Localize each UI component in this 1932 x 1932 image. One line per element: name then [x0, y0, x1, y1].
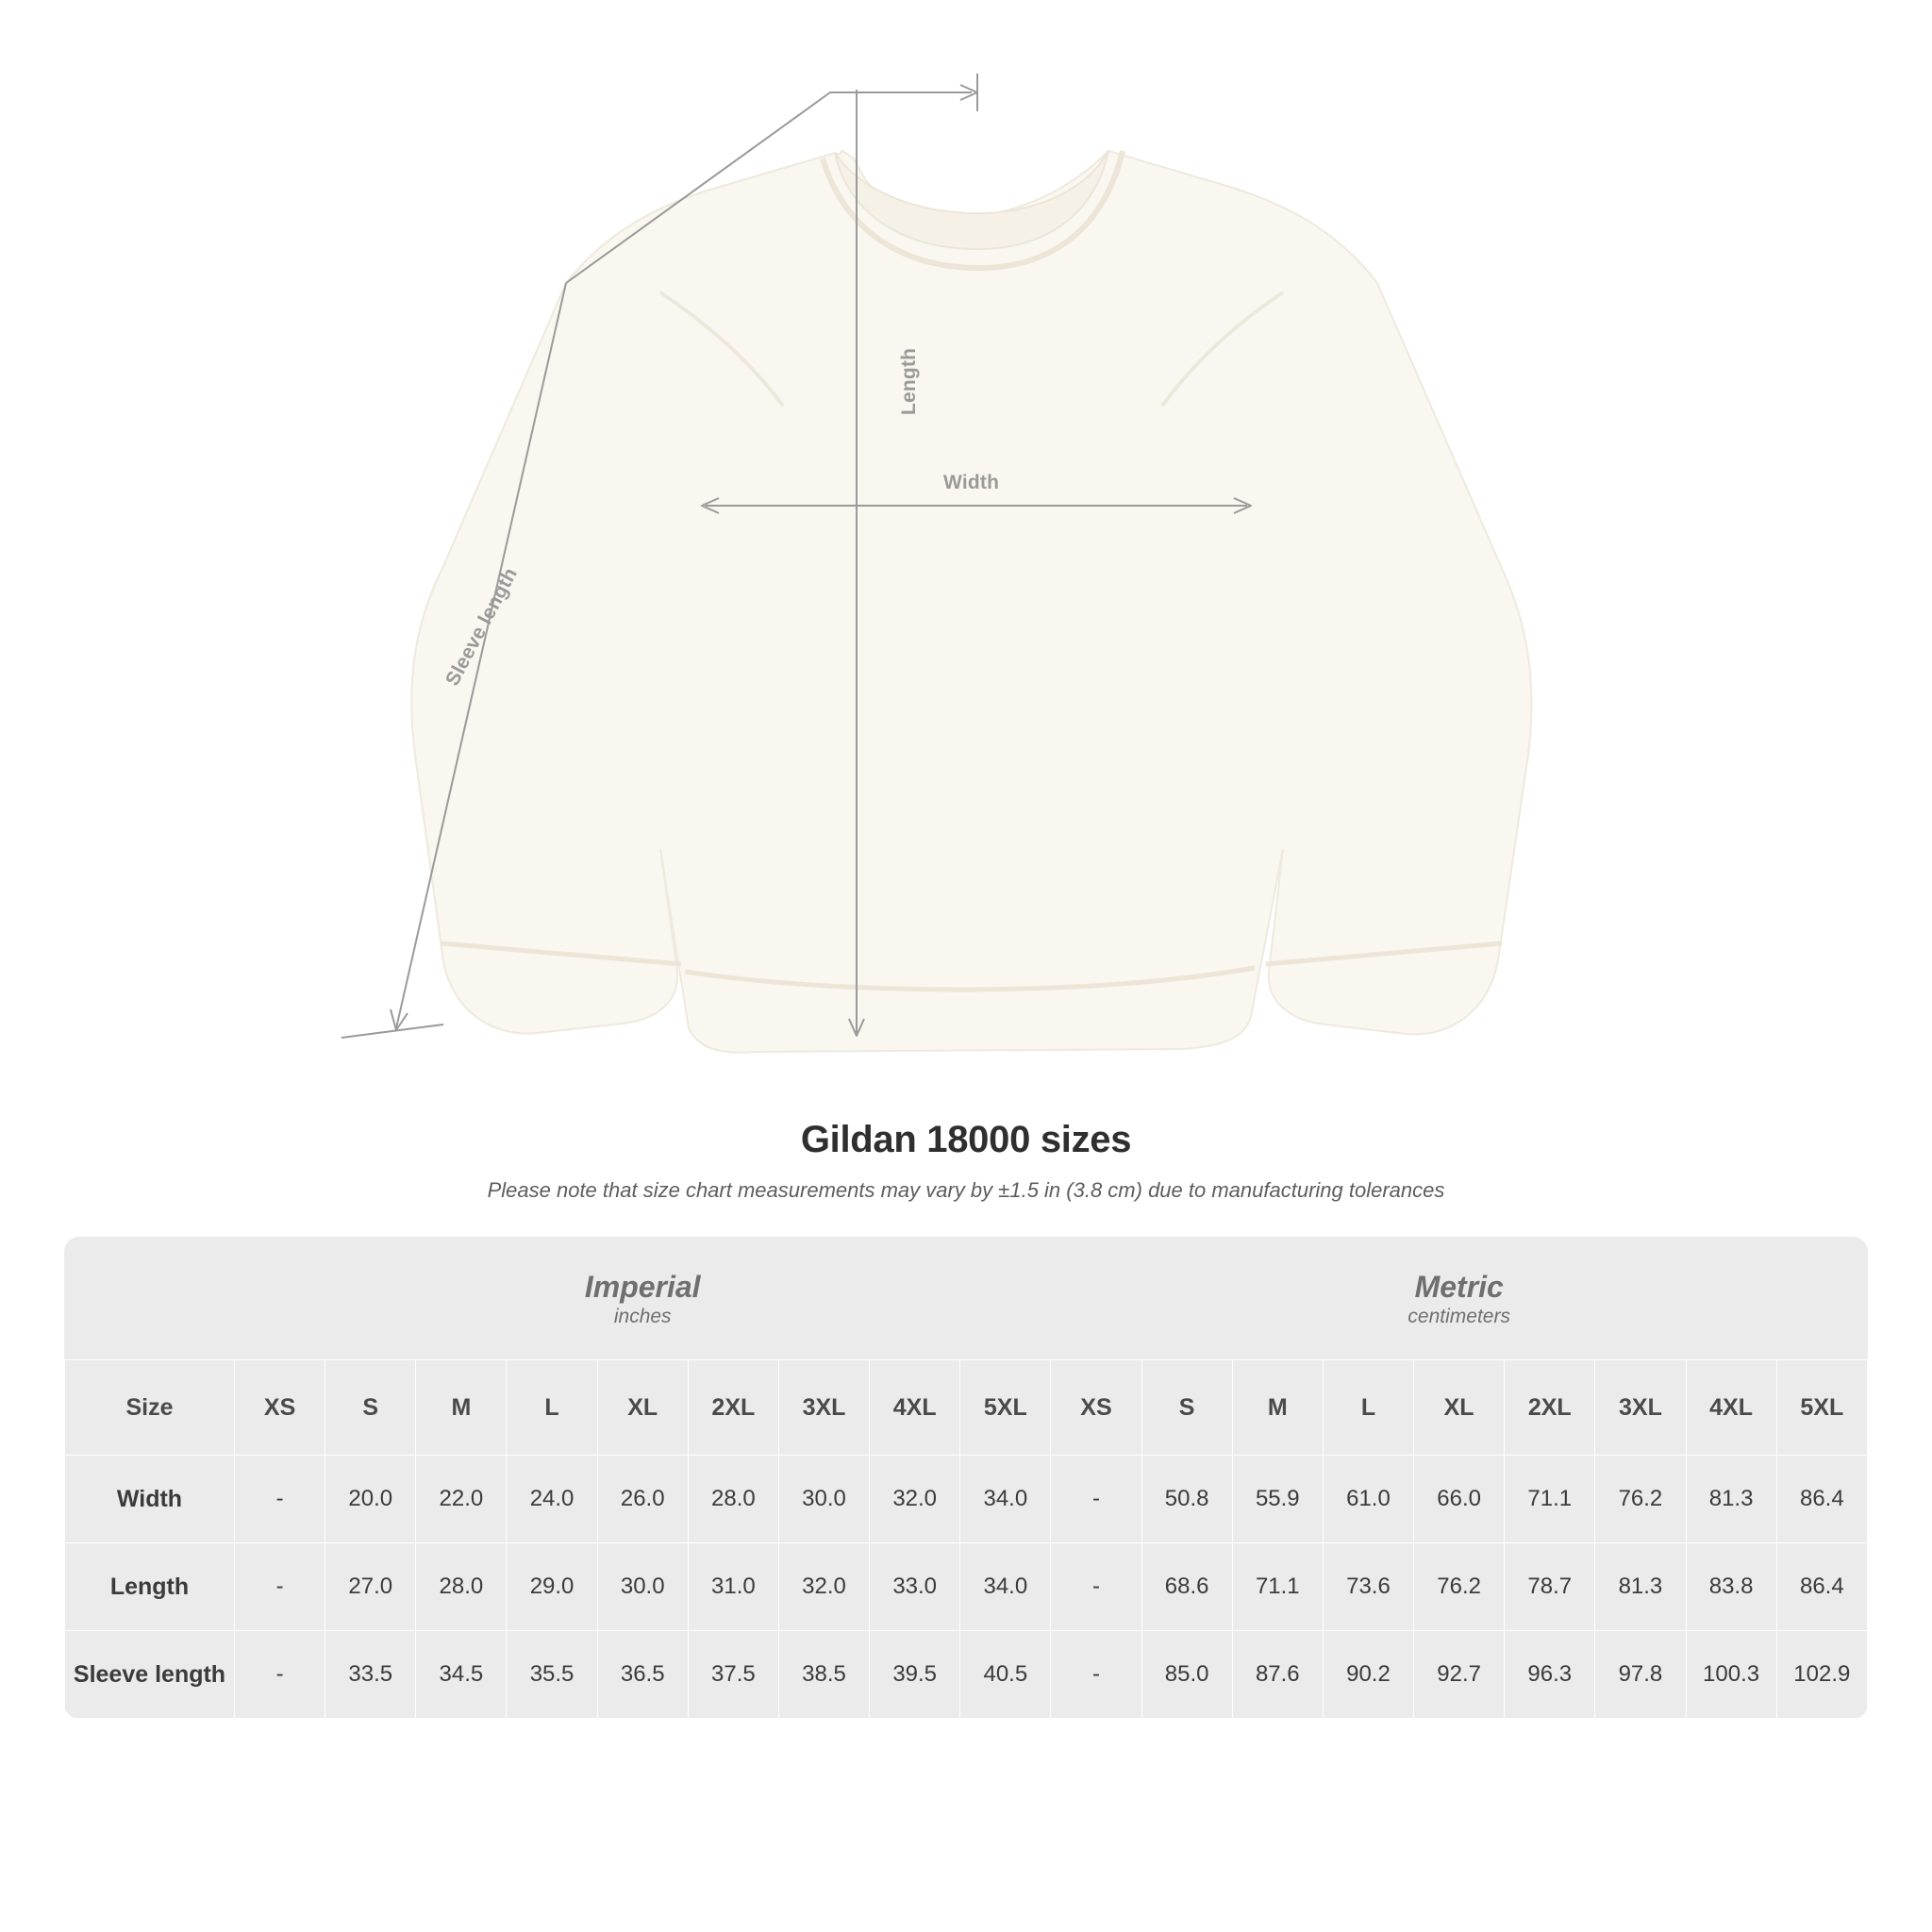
table-cell: 20.0	[325, 1456, 416, 1543]
table-cell: 83.8	[1686, 1543, 1776, 1631]
table-cell: 34.0	[960, 1543, 1051, 1631]
column-header: M	[1232, 1360, 1323, 1456]
size-table	[64, 1237, 1868, 1719]
table-cell: 38.5	[778, 1631, 869, 1719]
table-cell: 71.1	[1505, 1456, 1595, 1543]
table-cell: 96.3	[1505, 1631, 1595, 1719]
table-cell: 35.5	[507, 1631, 597, 1719]
table-cell: 71.1	[1232, 1543, 1323, 1631]
column-header: S	[1141, 1360, 1232, 1456]
table-cell: -	[1051, 1456, 1141, 1543]
table-cell: 28.0	[688, 1456, 778, 1543]
table-cell: -	[1051, 1543, 1141, 1631]
table-cell: 86.4	[1776, 1456, 1867, 1543]
table-cell: 76.2	[1414, 1543, 1505, 1631]
unit-header-spacer	[65, 1237, 235, 1360]
table-cell: -	[235, 1456, 325, 1543]
unit-name: Imperial	[584, 1270, 701, 1304]
table-cell: 55.9	[1232, 1456, 1323, 1543]
table-cell: 66.0	[1414, 1456, 1505, 1543]
table-cell: 29.0	[507, 1543, 597, 1631]
table-cell: 100.3	[1686, 1631, 1776, 1719]
column-header: XS	[1051, 1360, 1141, 1456]
table-cell: 68.6	[1141, 1543, 1232, 1631]
table-cell: 34.0	[960, 1456, 1051, 1543]
table-cell: 33.5	[325, 1631, 416, 1719]
column-header: XL	[1414, 1360, 1505, 1456]
table-cell: 26.0	[597, 1456, 688, 1543]
table-cell: 33.0	[870, 1543, 960, 1631]
table-cell: 61.0	[1323, 1456, 1413, 1543]
table-row	[65, 1631, 1868, 1719]
column-header: 4XL	[870, 1360, 960, 1456]
column-header: S	[325, 1360, 416, 1456]
table-cell: 31.0	[688, 1543, 778, 1631]
table-cell: 24.0	[507, 1456, 597, 1543]
table-cell: -	[235, 1631, 325, 1719]
table-row	[65, 1456, 1868, 1543]
size-table-wrapper	[64, 1237, 1868, 1719]
table-cell: 87.6	[1232, 1631, 1323, 1719]
table-cell: 50.8	[1141, 1456, 1232, 1543]
table-cell: 85.0	[1141, 1631, 1232, 1719]
column-header: XS	[235, 1360, 325, 1456]
unit-header-imperial	[235, 1237, 1051, 1360]
column-header: 5XL	[960, 1360, 1051, 1456]
unit-name: Metric	[1414, 1270, 1504, 1304]
column-header: 2XL	[688, 1360, 778, 1456]
table-cell: 97.8	[1595, 1631, 1686, 1719]
length-label: Length	[898, 347, 920, 415]
row-label: Length	[65, 1543, 235, 1631]
tolerance-note: Please note that size chart measurements may vary by ±1.5 in (3.8 cm) due to manufacturing tolerances	[487, 1178, 1445, 1202]
column-header: 2XL	[1505, 1360, 1595, 1456]
width-label: Width	[943, 472, 1000, 493]
table-cell: 32.0	[870, 1456, 960, 1543]
sweatshirt-shape	[411, 151, 1531, 1053]
table-cell: 27.0	[325, 1543, 416, 1631]
sleeve-length-label: Sleeve length	[441, 564, 523, 690]
table-row	[65, 1543, 1868, 1631]
column-header: M	[416, 1360, 507, 1456]
column-header: 3XL	[1595, 1360, 1686, 1456]
table-cell: 81.3	[1595, 1543, 1686, 1631]
size-header-row	[65, 1360, 1868, 1456]
column-header: 3XL	[778, 1360, 869, 1456]
table-cell: -	[235, 1543, 325, 1631]
column-header: XL	[597, 1360, 688, 1456]
table-cell: 81.3	[1686, 1456, 1776, 1543]
table-cell: 73.6	[1323, 1543, 1413, 1631]
unit-sublabel: inches	[613, 1306, 672, 1327]
table-cell: 39.5	[870, 1631, 960, 1719]
table-cell: -	[1051, 1631, 1141, 1719]
title-block	[0, 1119, 1932, 1203]
column-header: L	[507, 1360, 597, 1456]
table-cell: 30.0	[597, 1543, 688, 1631]
size-header-cell: Size	[65, 1360, 235, 1456]
table-cell: 34.5	[416, 1631, 507, 1719]
table-cell: 37.5	[688, 1631, 778, 1719]
table-cell: 40.5	[960, 1631, 1051, 1719]
table-cell: 22.0	[416, 1456, 507, 1543]
table-cell: 86.4	[1776, 1543, 1867, 1631]
table-cell: 76.2	[1595, 1456, 1686, 1543]
table-cell: 92.7	[1414, 1631, 1505, 1719]
unit-header-metric	[1051, 1237, 1868, 1360]
unit-header-row	[65, 1237, 1868, 1360]
page-title: Gildan 18000 sizes	[800, 1119, 1132, 1160]
table-cell: 32.0	[778, 1543, 869, 1631]
column-header: L	[1323, 1360, 1413, 1456]
table-cell: 78.7	[1505, 1543, 1595, 1631]
column-header: 5XL	[1776, 1360, 1867, 1456]
table-cell: 90.2	[1323, 1631, 1413, 1719]
table-cell: 102.9	[1776, 1631, 1867, 1719]
unit-sublabel: centimeters	[1407, 1306, 1510, 1327]
row-label: Sleeve length	[65, 1631, 235, 1719]
table-cell: 28.0	[416, 1543, 507, 1631]
table-cell: 30.0	[778, 1456, 869, 1543]
row-label: Width	[65, 1456, 235, 1543]
column-header: 4XL	[1686, 1360, 1776, 1456]
table-cell: 36.5	[597, 1631, 688, 1719]
